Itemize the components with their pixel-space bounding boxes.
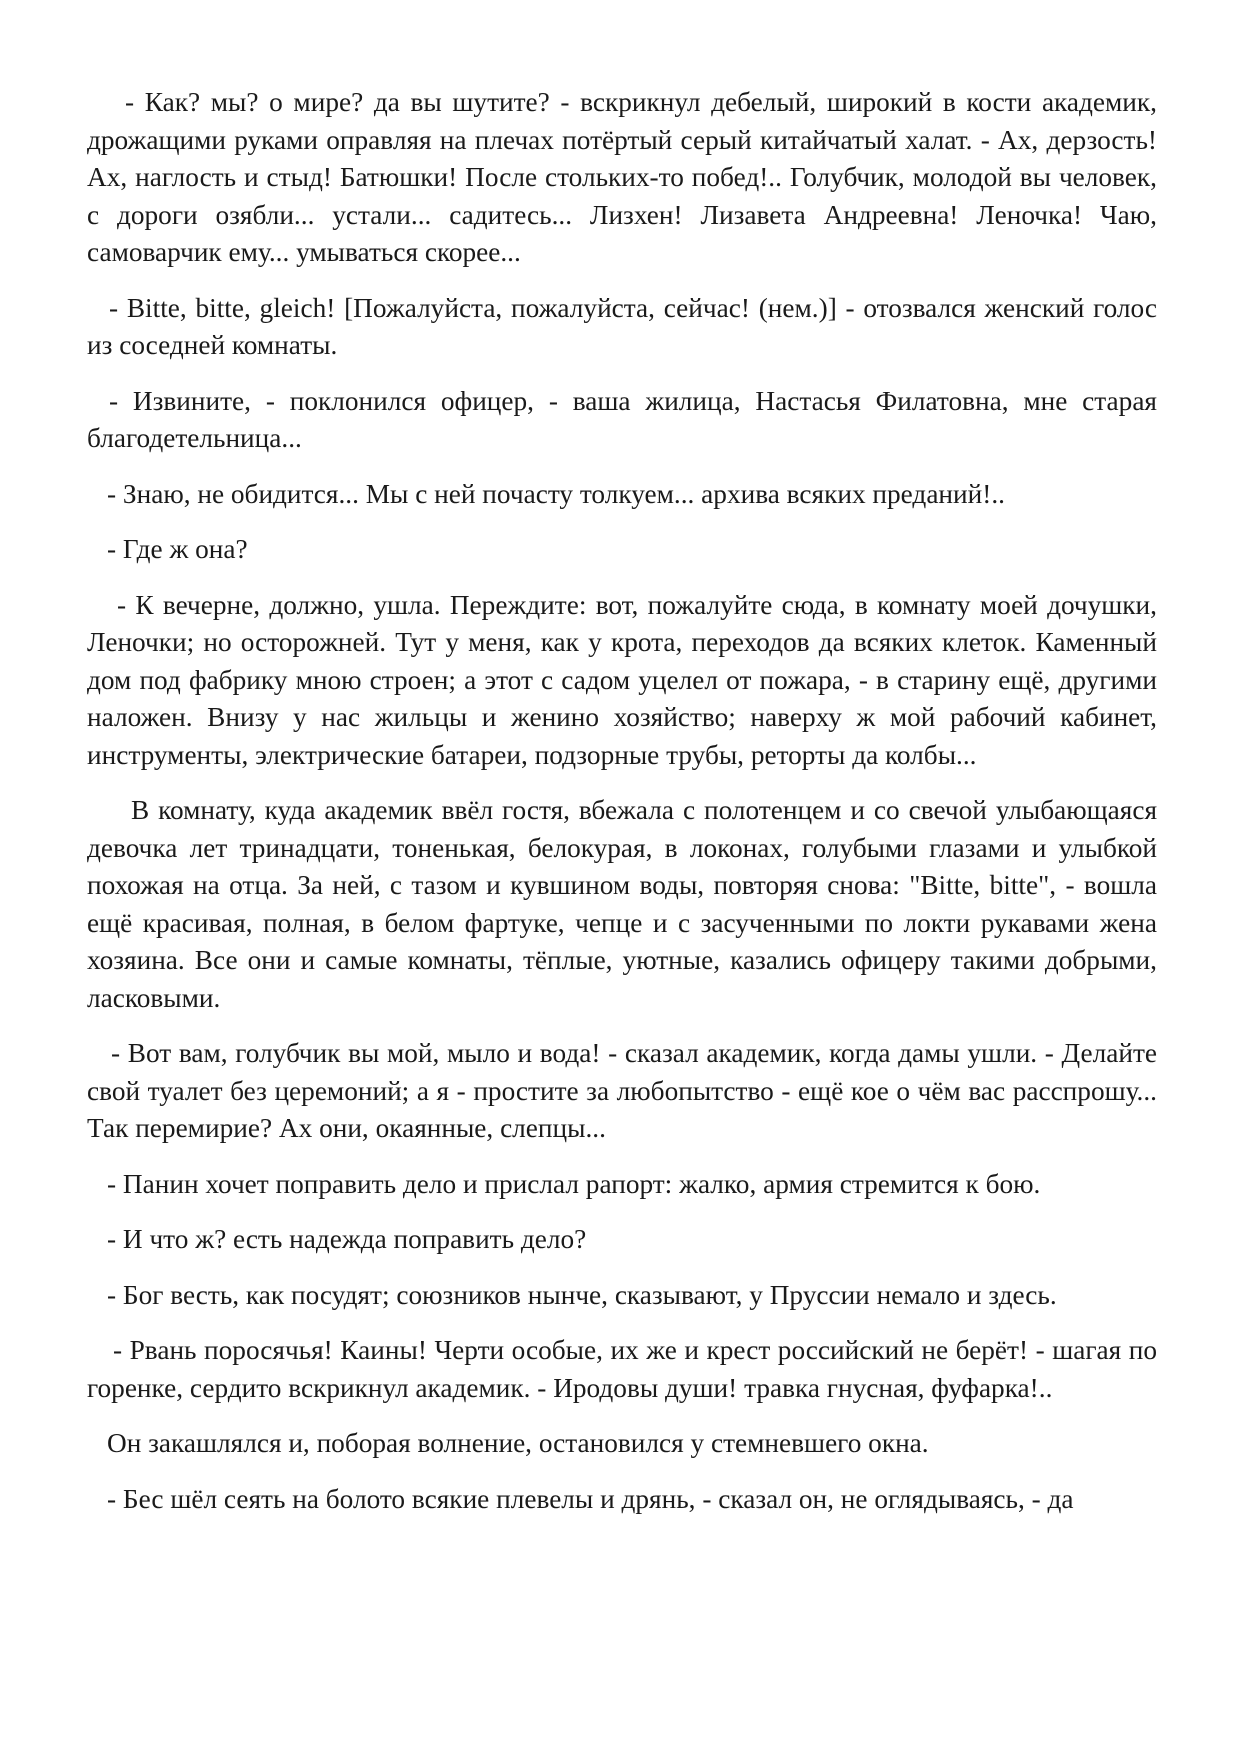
paragraph: - Bitte, bitte, gleich! [Пожалуйста, пожалуйста, сейчас! (нем.)] - отозвался женский голос из соседней комнаты. [87, 292, 1157, 360]
paragraph: - Рвань поросячья! Каины! Черти особые, их же и крест российский не берёт! - шагая по горенке, сердито вскрикнул академик. - Иродовы души! травка гнусная, фуфарка!.. [87, 1335, 1157, 1403]
text-column [87, 84, 1157, 1536]
paragraph: - Где ж она? [107, 534, 248, 564]
paragraph: - К вечерне, должно, ушла. Переждите: вот, пожалуйте сюда, в комнату моей дочушки, Леночки; но осторожней. Тут у меня, как у крота, переходов да всяких клеток. Каменный дом под фабрику мною строен; а этот с садом уцелел от пожара, - в старину ещё, другими наложен. Внизу у нас жильцы и женино хозяйство; наверху ж мой рабочий кабинет, инструменты, электрические батареи, подзорные трубы, реторты да колбы... [87, 589, 1157, 770]
paragraph: - Бог весть, как посудят; союзников нынче, сказывают, у Пруссии немало и здесь. [107, 1279, 1057, 1310]
paragraph: Он закашлялся и, поборая волнение, остановился у стемневшего окна. [107, 1428, 929, 1458]
paragraph: В комнату, куда академик ввёл гостя, вбежала с полотенцем и со свечой улыбающаяся девочка лет тринадцати, тоненькая, белокурая, в локонах, голубыми глазами и улыбкой похожая на отца. За ней, с тазом и кувшином воды, повторяя снова: "Bitte, bitte", - вошла ещё красивая, полная, в белом фартуке, чепце и с засученными по локти рукавами жена хозяина. Все они и самые комнаты, тёплые, уютные, казались офицеру такими добрыми, ласковыми. [87, 795, 1157, 1013]
paragraph: - Панин хочет поправить дело и прислал рапорт: жалко, армия стремится к бою. [107, 1168, 1041, 1199]
paragraph: - Извините, - поклонился офицер, - ваша жилица, Настасья Филатовна, мне старая благодетельница... [87, 385, 1157, 453]
paragraph: - И что ж? есть надежда поправить дело? [107, 1224, 587, 1254]
paragraph: - Вот вам, голубчик вы мой, мыло и вода! - сказал академик, когда дамы ушли. - Делайте свой туалет без церемоний; а я - простите за любопытство - ещё кое о чём вас расспрошу... Так перемирие? Ах они, окаянные, слепцы... [87, 1038, 1157, 1143]
paragraph: - Как? мы? о мире? да вы шутите? - вскрикнул дебелый, широкий в кости академик, дрожащими руками оправляя на плечах потёртый серый китайчатый халат. - Ах, дерзость! Ах, наглость и стыд! Батюшки! После стольких-то побед!.. Голубчик, молодой вы человек, с дороги озябли... устали... садитесь... Лизхен! Лизавета Андреевна! Леночка! Чаю, самоварчик ему... умываться скорее... [87, 87, 1157, 267]
paragraph: - Знаю, не обидится... Мы с ней почасту толкуем... архива всяких преданий!.. [107, 478, 1005, 509]
paragraph: - Бес шёл сеять на болото всякие плевелы и дрянь, - сказал он, не оглядываясь, - да [107, 1483, 1074, 1514]
